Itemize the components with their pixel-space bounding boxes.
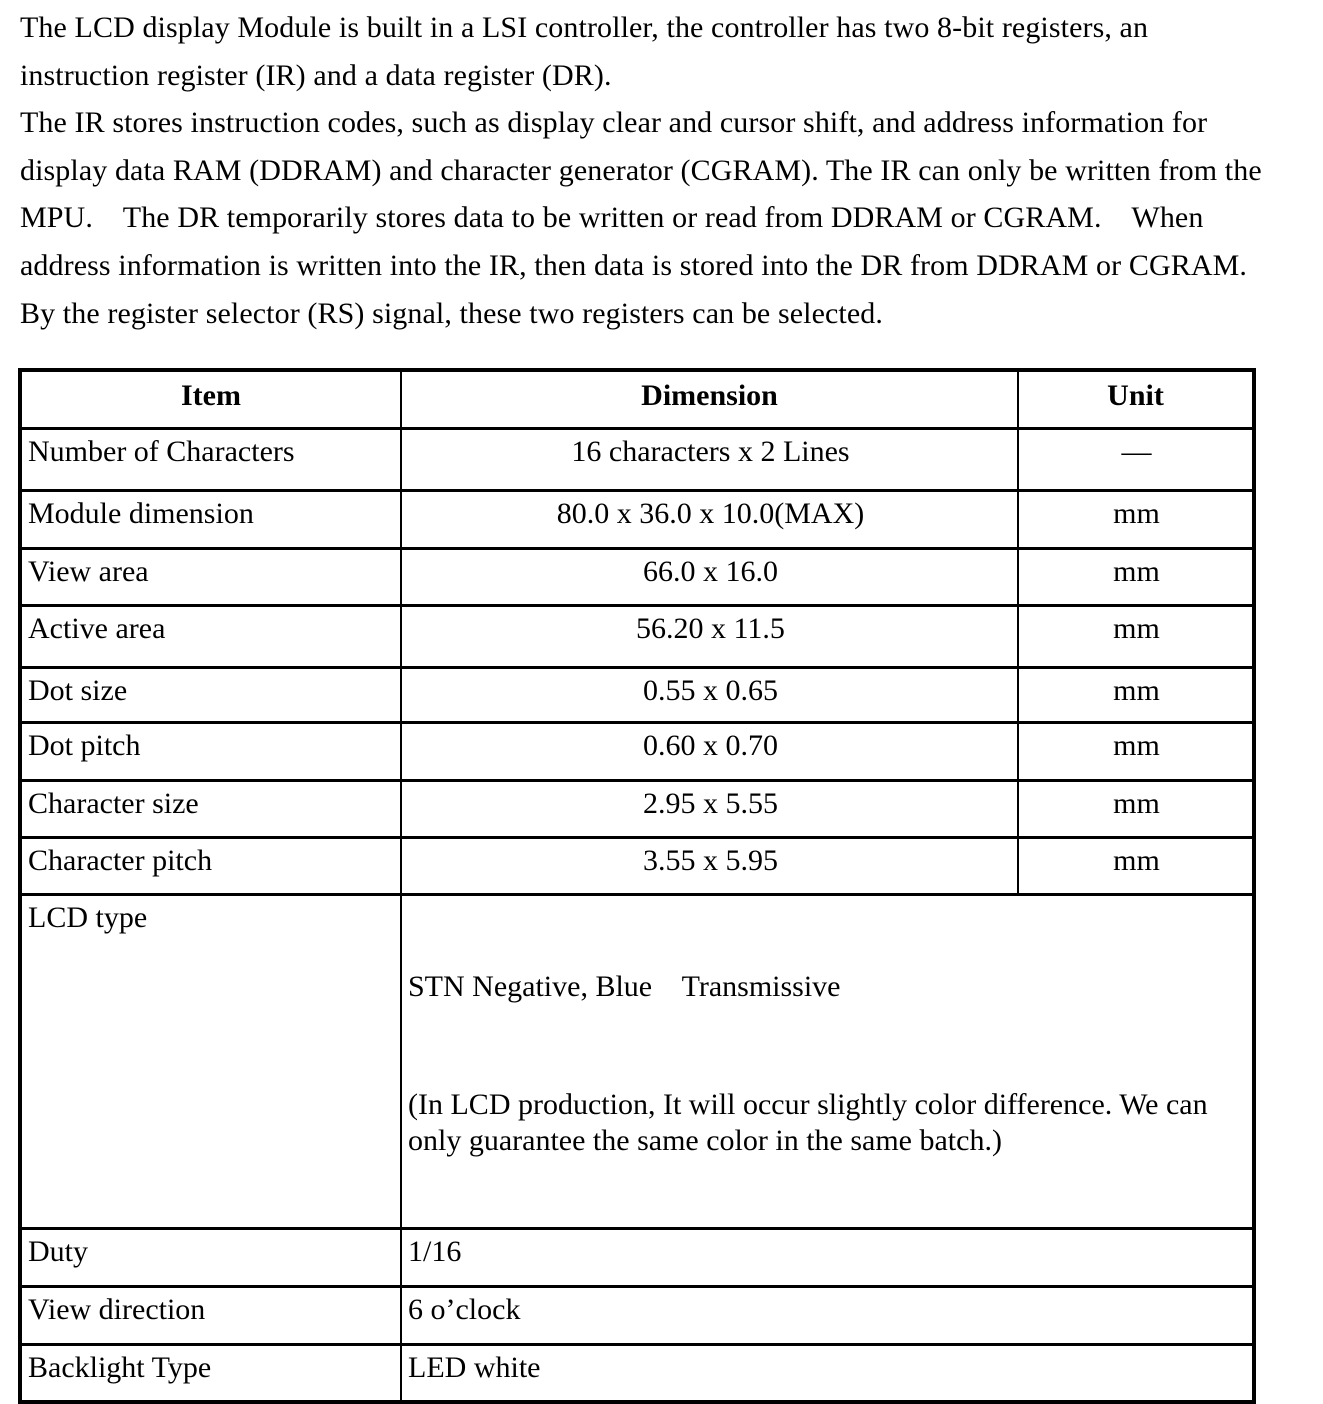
item-cell: View area [20, 548, 401, 605]
table-header-row [20, 370, 1254, 428]
unit-cell: mm [1018, 667, 1254, 722]
intro-line: instruction register (IR) and a data register (DR). [20, 58, 612, 92]
intro-line: MPU. The DR temporarily stores data to be written or read from DDRAM or CGRAM. When [20, 201, 1204, 235]
dimension-cell: 3.55 x 5.95 [401, 837, 1018, 894]
table-row [20, 428, 1254, 490]
table-row [20, 722, 1254, 780]
unit-cell: mm [1018, 605, 1254, 667]
table-row [20, 780, 1254, 837]
intro-line: The IR stores instruction codes, such as display clear and cursor shift, and address information for [20, 106, 1208, 140]
dimension-cell: 1/16 [401, 1228, 1254, 1286]
table-row [20, 1344, 1254, 1402]
table-row [20, 605, 1254, 667]
item-cell: Backlight Type [20, 1344, 401, 1402]
lcd-type-note: (In LCD production, It will occur slightly color difference. We can only guarantee the same color in the same batch.) [408, 1087, 1208, 1157]
dimension-cell: 0.60 x 0.70 [401, 722, 1018, 780]
item-cell: LCD type [20, 894, 401, 1228]
header-dimension: Dimension [401, 370, 1018, 428]
table-row [20, 894, 1254, 1228]
intro-paragraph [20, 4, 1321, 337]
item-cell: View direction [20, 1286, 401, 1344]
dimension-cell [401, 894, 1254, 1228]
lcd-type-value: STN Negative, Blue Transmissive [408, 969, 841, 1003]
item-cell: Dot size [20, 667, 401, 722]
dimension-cell: LED white [401, 1344, 1254, 1402]
dimension-cell: 0.55 x 0.65 [401, 667, 1018, 722]
dimension-cell: 2.95 x 5.55 [401, 780, 1018, 837]
dimension-cell: 66.0 x 16.0 [401, 548, 1018, 605]
intro-line: By the register selector (RS) signal, these two registers can be selected. [20, 296, 883, 330]
header-item: Item [20, 370, 401, 428]
intro-line: address information is written into the IR, then data is stored into the DR from DDRAM or CGRAM. [20, 248, 1247, 282]
header-unit: Unit [1018, 370, 1254, 428]
unit-cell: mm [1018, 722, 1254, 780]
item-cell: Character pitch [20, 837, 401, 894]
unit-cell: mm [1018, 780, 1254, 837]
unit-cell: — [1018, 428, 1254, 490]
item-cell: Duty [20, 1228, 401, 1286]
unit-cell: mm [1018, 837, 1254, 894]
dimension-cell: 80.0 x 36.0 x 10.0(MAX) [401, 490, 1018, 548]
table-row [20, 490, 1254, 548]
intro-line: display data RAM (DDRAM) and character generator (CGRAM). The IR can only be written from the [20, 153, 1262, 187]
table-row [20, 1286, 1254, 1344]
item-cell: Dot pitch [20, 722, 401, 780]
item-cell: Active area [20, 605, 401, 667]
table-row [20, 837, 1254, 894]
spec-table [18, 368, 1256, 1404]
table-row [20, 548, 1254, 605]
dimension-cell: 56.20 x 11.5 [401, 605, 1018, 667]
table-row [20, 1228, 1254, 1286]
dimension-cell: 6 o’clock [401, 1286, 1254, 1344]
unit-cell: mm [1018, 490, 1254, 548]
unit-cell: mm [1018, 548, 1254, 605]
table-row [20, 667, 1254, 722]
intro-line: The LCD display Module is built in a LSI controller, the controller has two 8-bit registers, an [20, 11, 1149, 44]
item-cell: Number of Characters [20, 428, 401, 490]
item-cell: Module dimension [20, 490, 401, 548]
dimension-cell: 16 characters x 2 Lines [401, 428, 1018, 490]
item-cell: Character size [20, 780, 401, 837]
